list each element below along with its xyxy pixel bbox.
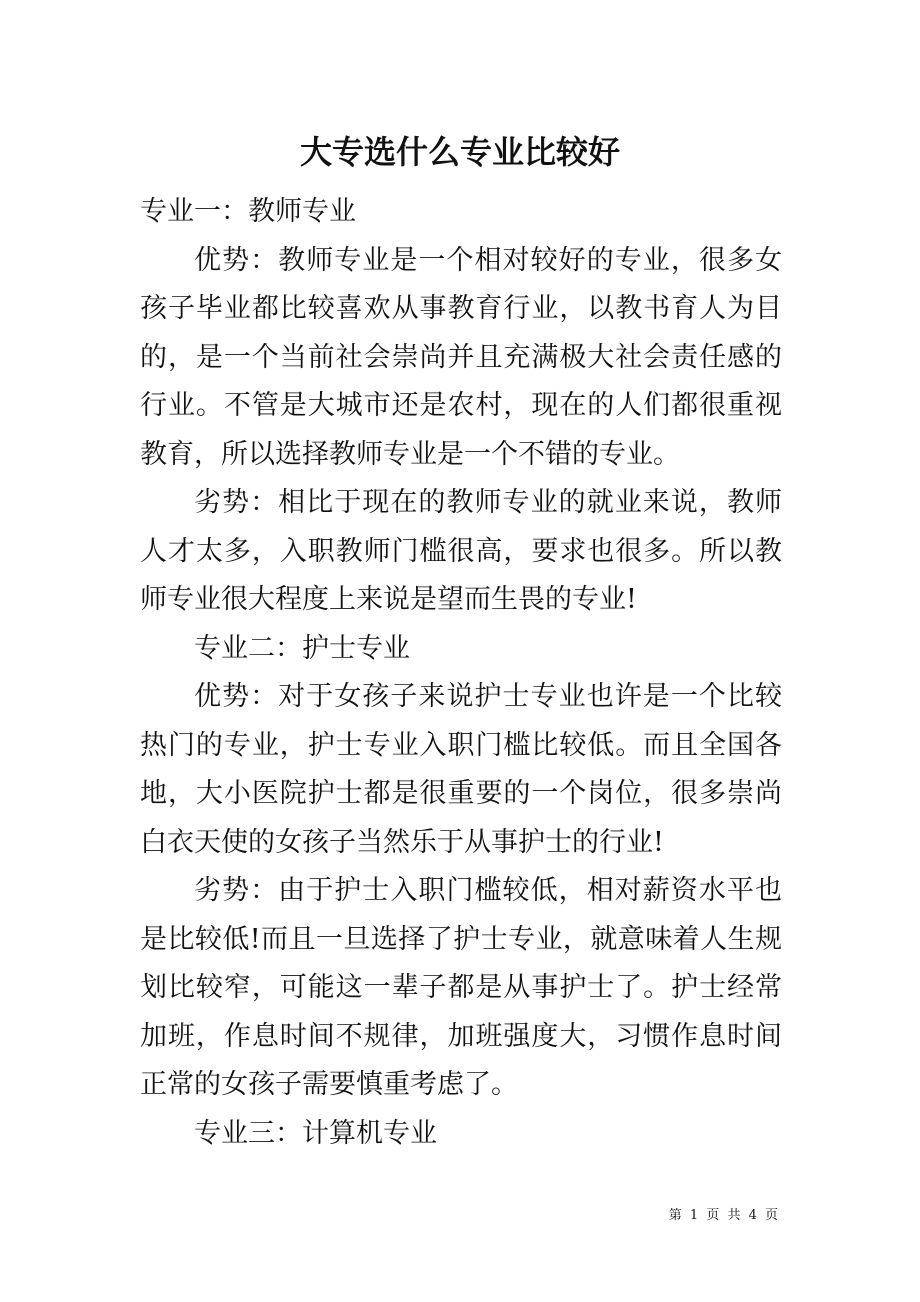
paragraph-teacher-disadvantage: 劣势：相比于现在的教师专业的就业来说，教师人才太多，入职教师门槛很高，要求也很多。所以教师专业很大程度上来说是望而生畏的专业! (140, 487, 782, 615)
paragraph-nurse-disadvantage: 劣势：由于护士入职门槛较低，相对薪资水平也是比较低!而且一旦选择了护士专业，就意味着人生规划比较窄，可能这一辈子都是从事护士了。护士经常加班，作息时间不规律，加班强度大，习惯作息时间正常的女孩子需要慎重考虑了。 (140, 875, 782, 1100)
paragraph-nurse-advantage: 优势：对于女孩子来说护士专业也许是一个比较热门的专业，护士专业入职门槛比较低。而且全国各地，大小医院护士都是很重要的一个岗位，很多崇尚白衣天使的女孩子当然乐于从事护士的行业! (140, 681, 782, 858)
section-heading-computer: 专业三：计算机专业 (194, 1117, 437, 1149)
document-title: 大专选什么专业比较好 (299, 133, 620, 171)
document-body (140, 188, 782, 1158)
section-heading-nurse: 专业二：护士专业 (194, 632, 410, 664)
page-number: 第 1 页 共 4 页 (668, 1208, 780, 1223)
paragraph-teacher-advantage: 优势：教师专业是一个相对较好的专业，很多女孩子毕业都比较喜欢从事教育行业，以教书育人为目的，是一个当前社会崇尚并且充满极大社会责任感的行业。不管是大城市还是农村，现在的人们都很重视教育，所以选择教师专业是一个不错的专业。 (140, 244, 782, 470)
section-heading-teacher: 专业一：教师专业 (140, 196, 356, 227)
